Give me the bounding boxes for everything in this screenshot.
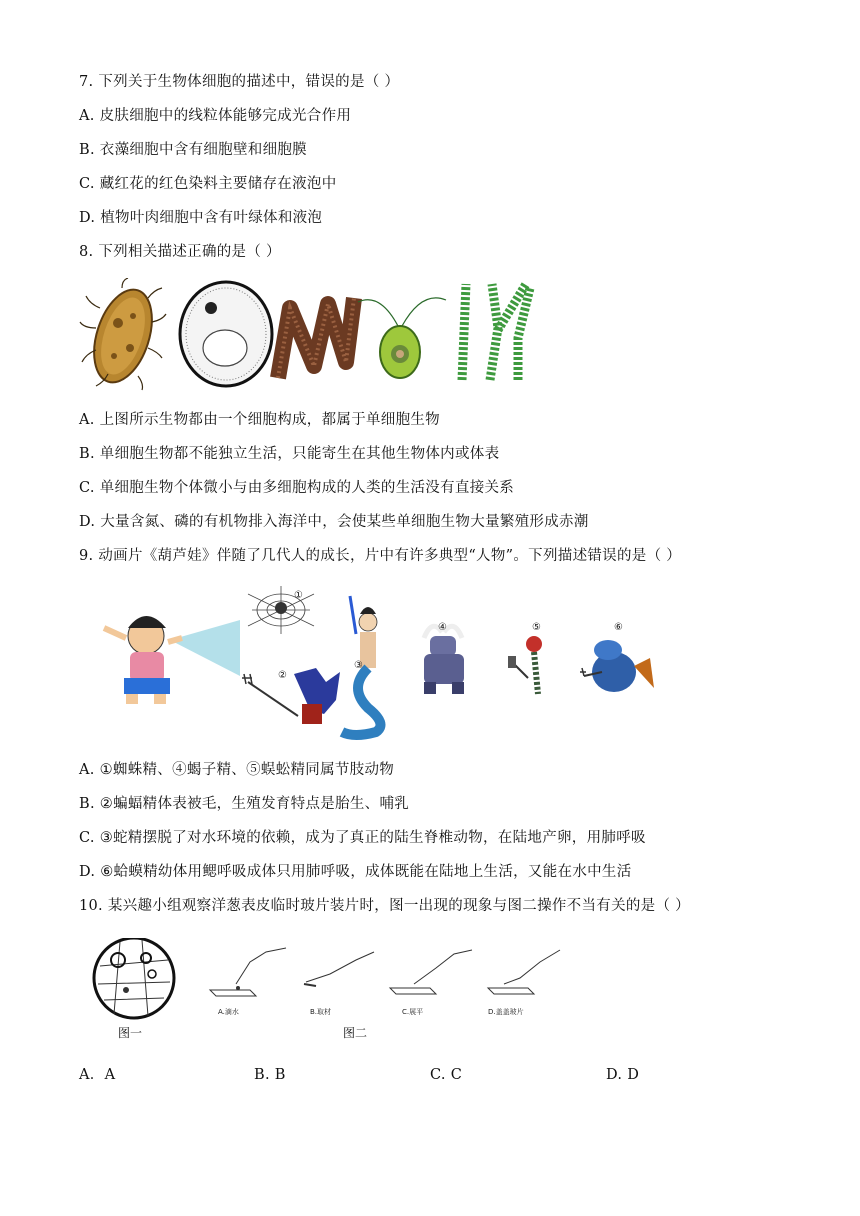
q8-stem: 8. 下列相关描述正确的是（ ） (79, 244, 281, 260)
q7-option-b: B. 衣藻细胞中含有细胞壁和细胞膜 (79, 142, 307, 158)
q9-option-c: C. ③蛇精摆脱了对水环境的依赖，成为了真正的陆生脊椎动物，在陆地产卵，用肺呼吸 (79, 830, 646, 846)
q7-stem: 7. 下列关于生物体细胞的描述中，错误的是（ ） (79, 74, 400, 90)
q9-option-d: D. ⑥蛤蟆精幼体用鳃呼吸成体只用肺呼吸，成体既能在陆地上生活，又能在水中生活 (79, 864, 632, 880)
q7-option-d: D. 植物叶肉细胞中含有叶绿体和液泡 (79, 210, 323, 226)
q8-option-c: C. 单细胞生物个体微小与由多细胞构成的人类的生活没有直接关系 (79, 480, 515, 496)
q9-option-b: B. ②蝙蝠精体表被毛，生殖发育特点是胎生、哺乳 (79, 796, 410, 812)
figure-1-caption: 图一 (118, 1026, 143, 1040)
microscope-view-illustration (94, 938, 174, 1018)
q8-option-b: B. 单细胞生物都不能独立生活，只能寄生在其他生物体内或体表 (79, 446, 500, 462)
q10-answer-b: B. B (254, 1067, 286, 1083)
q10-answer-a: A．A (79, 1067, 116, 1083)
kelp-illustration (278, 298, 354, 378)
slide-preparation-figure (90, 938, 570, 1022)
paramecium-illustration (180, 282, 272, 386)
step-a-illustration (210, 948, 286, 1016)
label-1: ① (294, 590, 303, 601)
step-c-illustration (390, 950, 472, 1016)
step-a-label: A.滴水 (218, 1008, 239, 1016)
step-d-label: D.盖盖玻片 (488, 1008, 524, 1016)
step-b-illustration (304, 952, 374, 1016)
calabash-brothers-figure (98, 582, 662, 742)
microorganisms-figure (78, 278, 548, 392)
q9-stem: 9. 动画片《葫芦娃》伴随了几代人的成长，片中有许多典型“人物”。下列描述错误的是（ ） (79, 548, 682, 564)
label-6: ⑥ (614, 622, 623, 633)
step-b-label: B.取材 (310, 1008, 332, 1016)
bacterium-illustration (80, 278, 166, 390)
step-d-illustration (488, 950, 560, 1016)
label-5: ⑤ (532, 622, 541, 633)
q8-option-a: A. 上图所示生物都由一个细胞构成，都属于单细胞生物 (79, 412, 440, 428)
spirogyra-illustration (462, 284, 530, 380)
bat-spirit-illustration (242, 668, 340, 724)
toad-spirit-illustration (580, 622, 654, 692)
q7-option-c: C. 藏红花的红色染料主要储存在液泡中 (79, 176, 337, 192)
snake-spirit-illustration (342, 596, 381, 735)
spider-spirit-illustration (248, 586, 314, 634)
q9-option-a: A. ①蜘蛛精、④蝎子精、⑤蜈蚣精同属节肢动物 (79, 762, 395, 778)
label-2: ② (278, 670, 287, 681)
q7-option-a: A. 皮肤细胞中的线粒体能够完成光合作用 (79, 108, 352, 124)
step-c-label: C.展平 (402, 1008, 424, 1016)
centipede-spirit-illustration (508, 622, 542, 694)
label-4: ④ (438, 622, 447, 633)
q10-stem: 10. 某兴趣小组观察洋葱表皮临时玻片装片时，图一出现的现象与图二操作不当有关的是（ ） (79, 898, 690, 914)
scorpion-spirit-illustration (424, 622, 464, 694)
q10-answer-c: C. C (430, 1067, 463, 1083)
calabash-boy-illustration (104, 616, 240, 704)
chlamydomonas-illustration (358, 298, 446, 378)
figure-2-caption: 图二 (343, 1026, 368, 1040)
q8-option-d: D. 大量含氮、磷的有机物排入海洋中，会使某些单细胞生物大量繁殖形成赤潮 (79, 514, 589, 530)
label-3: ③ (354, 660, 363, 671)
q10-answer-d: D. D (606, 1067, 640, 1083)
